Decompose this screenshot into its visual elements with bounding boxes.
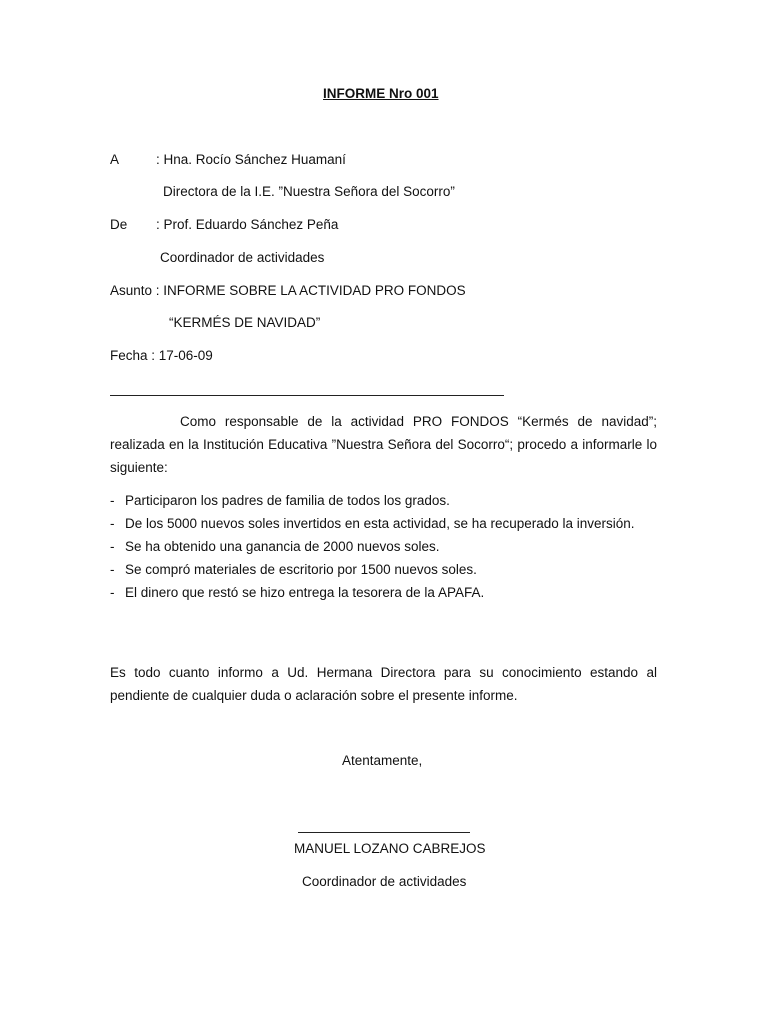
- dash-bullet-icon: -: [110, 585, 115, 600]
- signature-line: [298, 832, 470, 833]
- intro-text: Como responsable de la actividad PRO FONDOS “Kermés de navidad”; realizada en la Institución Educativa ”Nuestra Señora del Socorro“; procedo a informarle lo siguiente:: [110, 414, 657, 475]
- from-name: : Prof. Eduardo Sánchez Peña: [156, 217, 339, 232]
- to-position: Directora de la I.E. ”Nuestra Señora del Socorro”: [163, 184, 455, 199]
- header-divider: [110, 395, 504, 396]
- salutation: Atentamente,: [342, 753, 423, 768]
- date-line: Fecha : 17-06-09: [110, 348, 213, 363]
- subject-event-name: “KERMÉS DE NAVIDAD”: [169, 315, 321, 330]
- list-item: - Se compró materiales de escritorio por 1500 nuevos soles.: [110, 558, 657, 581]
- list-item: - Se ha obtenido una ganancia de 2000 nuevos soles.: [110, 535, 657, 558]
- signatory-position: Coordinador de actividades: [302, 874, 467, 889]
- from-label: De: [110, 217, 128, 232]
- subject-line: Asunto : INFORME SOBRE LA ACTIVIDAD PRO FONDOS: [110, 283, 466, 298]
- findings-list: [110, 489, 657, 604]
- closing-paragraph: [110, 661, 657, 707]
- to-label: A: [110, 152, 120, 167]
- to-name: : Hna. Rocío Sánchez Huamaní: [156, 152, 346, 167]
- list-item: - El dinero que restó se hizo entrega la tesorera de la APAFA.: [110, 581, 657, 604]
- closing-text: Es todo cuanto informo a Ud. Hermana Directora para su conocimiento estando al pendiente de cualquier duda o aclaración sobre el presente informe.: [110, 665, 657, 703]
- dash-bullet-icon: -: [110, 562, 115, 577]
- dash-bullet-icon: -: [110, 516, 115, 531]
- from-position: Coordinador de actividades: [160, 250, 325, 265]
- document-title: INFORME Nro 001: [323, 86, 439, 101]
- dash-bullet-icon: -: [110, 493, 115, 508]
- signatory-name: MANUEL LOZANO CABREJOS: [294, 841, 486, 856]
- dash-bullet-icon: -: [110, 539, 115, 554]
- list-item: - De los 5000 nuevos soles invertidos en esta actividad, se ha recuperado la inversión.: [110, 512, 657, 535]
- intro-paragraph: [110, 410, 657, 479]
- list-item: - Participaron los padres de familia de todos los grados.: [110, 489, 657, 512]
